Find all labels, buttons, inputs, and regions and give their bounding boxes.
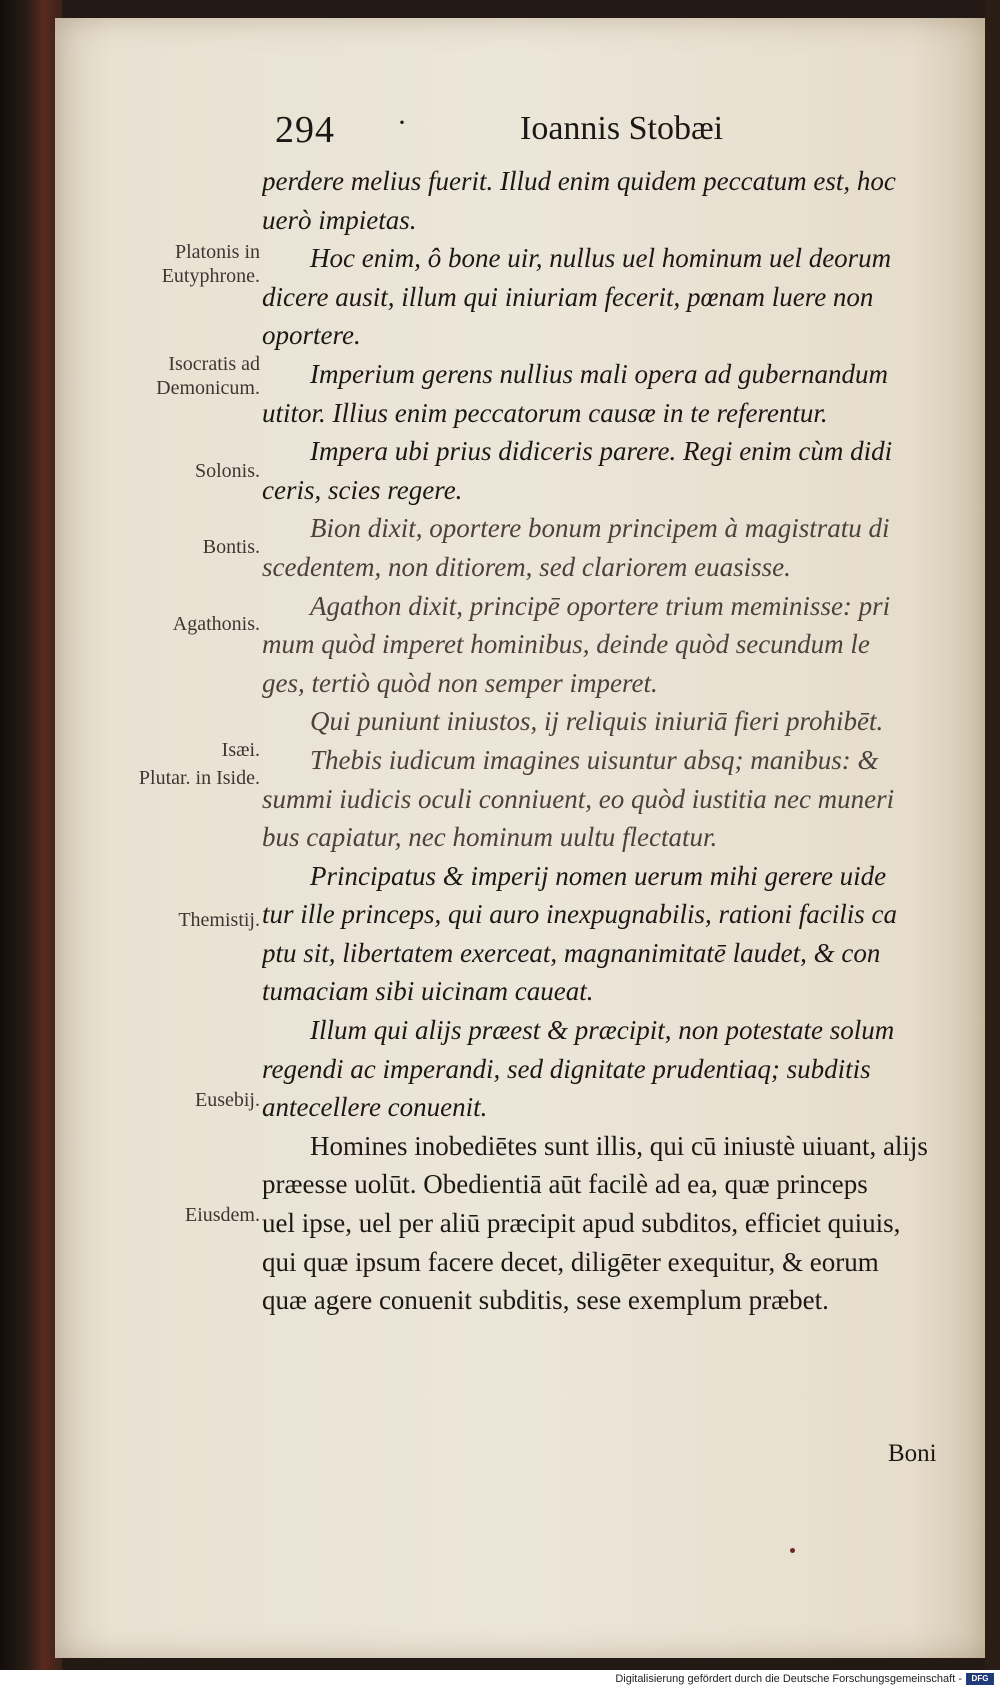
- margin-note: Agathonis.: [172, 613, 260, 635]
- text-line: præesse uolūt. Obedientiā aūt facilè ad ea, quæ princeps: [262, 1169, 868, 1200]
- book-binding: [0, 0, 62, 1670]
- text-line: antecellere conuenit.: [262, 1092, 488, 1123]
- margin-note: Themistij.: [178, 909, 260, 931]
- margin-note: Solonis.: [194, 460, 260, 482]
- text-line: Principatus & imperij nomen uerum mihi gerere uide: [310, 860, 887, 891]
- text-line: regendi ac imperandi, sed dignitate prudentiaq; subditis: [262, 1053, 871, 1084]
- text-line: dicere ausit, illum qui iniuriam fecerit, pœnam luere non: [262, 281, 874, 312]
- text-line: utitor. Illius enim peccatorum causæ in te referentur.: [262, 397, 828, 428]
- text-line: qui quæ ipsum facere decet, diligēter exequitur, & eorum: [262, 1246, 879, 1277]
- text-line: oportere.: [262, 320, 361, 351]
- text-line: Hoc enim, ô bone uir, nullus uel hominum uel deorum: [310, 243, 892, 274]
- footer-credit: Digitalisierung gefördert durch die Deutsche Forschungsgemeinschaft -: [615, 1673, 962, 1685]
- text-line: ceris, scies regere.: [262, 474, 463, 505]
- margin-note: Plutar. in Iside.: [138, 767, 260, 789]
- margin-note: Isocratis ad Demonicum.: [156, 353, 260, 399]
- text-line: uel ipse, uel per aliū præcipit apud subditos, efficiet quiuis,: [262, 1208, 901, 1239]
- text-line: Agathon dixit, principē oportere trium meminisse: pri: [310, 590, 891, 621]
- text-line: bus capiatur, nec hominum uultu flectatur.: [262, 822, 718, 853]
- margin-note: Platonis in Eutyphrone.: [161, 241, 260, 287]
- body-text: [262, 162, 977, 1320]
- page-number: 294: [275, 109, 335, 151]
- text-line: uerò impietas.: [262, 204, 417, 235]
- text-line: scedentem, non ditiorem, sed clariorem euasisse.: [262, 551, 791, 582]
- margin-note: Bontis.: [202, 536, 260, 558]
- margin-note: Eiusdem.: [185, 1204, 260, 1226]
- text-line: mum quòd imperet hominibus, deinde quòd secundum le: [262, 629, 870, 660]
- catchword: Boni: [888, 1440, 937, 1467]
- text-line: summi iudicis oculi conniuent, eo quòd iustitia nec muneri: [262, 783, 895, 814]
- page-edge: [985, 0, 1000, 1670]
- text-line: quæ agere conuenit subditis, sese exemplum præbet.: [262, 1285, 829, 1316]
- text-line: Illum qui alijs præest & præcipit, non potestate solum: [310, 1015, 895, 1046]
- text-line: Qui puniunt iniustos, ij reliquis iniuriā fieri prohibēt.: [310, 706, 884, 737]
- page-header: [275, 108, 975, 158]
- text-line: Thebis iudicum imagines uisuntur absq; manibus: &: [310, 744, 879, 775]
- ink-spot: [790, 1548, 795, 1553]
- margin-note: Isæi.: [221, 739, 260, 761]
- text-line: perdere melius fuerit. Illud enim quidem peccatum est, hoc: [262, 166, 896, 196]
- digitization-footer: [0, 1670, 1000, 1688]
- text-line: Imperium gerens nullius mali opera ad gubernandum: [310, 358, 888, 389]
- text-line: ges, tertiò quòd non semper imperet.: [262, 667, 658, 698]
- text-line: tumaciam sibi uicinam caueat.: [262, 976, 594, 1007]
- margin-note: Eusebij.: [195, 1089, 260, 1111]
- dfg-logo: DFG: [966, 1673, 994, 1685]
- text-line: ptu sit, libertatem exerceat, magnanimitatē laudet, & con: [262, 937, 881, 968]
- text-line: Bion dixit, oportere bonum principem à magistratu di: [310, 513, 890, 544]
- text-line: Homines inobediētes sunt illis, qui cū iniustè uiuant, alijs: [310, 1130, 928, 1161]
- running-title: Ioannis Stobæi: [520, 110, 724, 147]
- header-dot: ·: [397, 106, 407, 139]
- text-line: Impera ubi prius didiceris parere. Regi enim cùm didi: [310, 436, 893, 467]
- text-line: tur ille princeps, qui auro inexpugnabilis, rationi facilis ca: [262, 899, 897, 930]
